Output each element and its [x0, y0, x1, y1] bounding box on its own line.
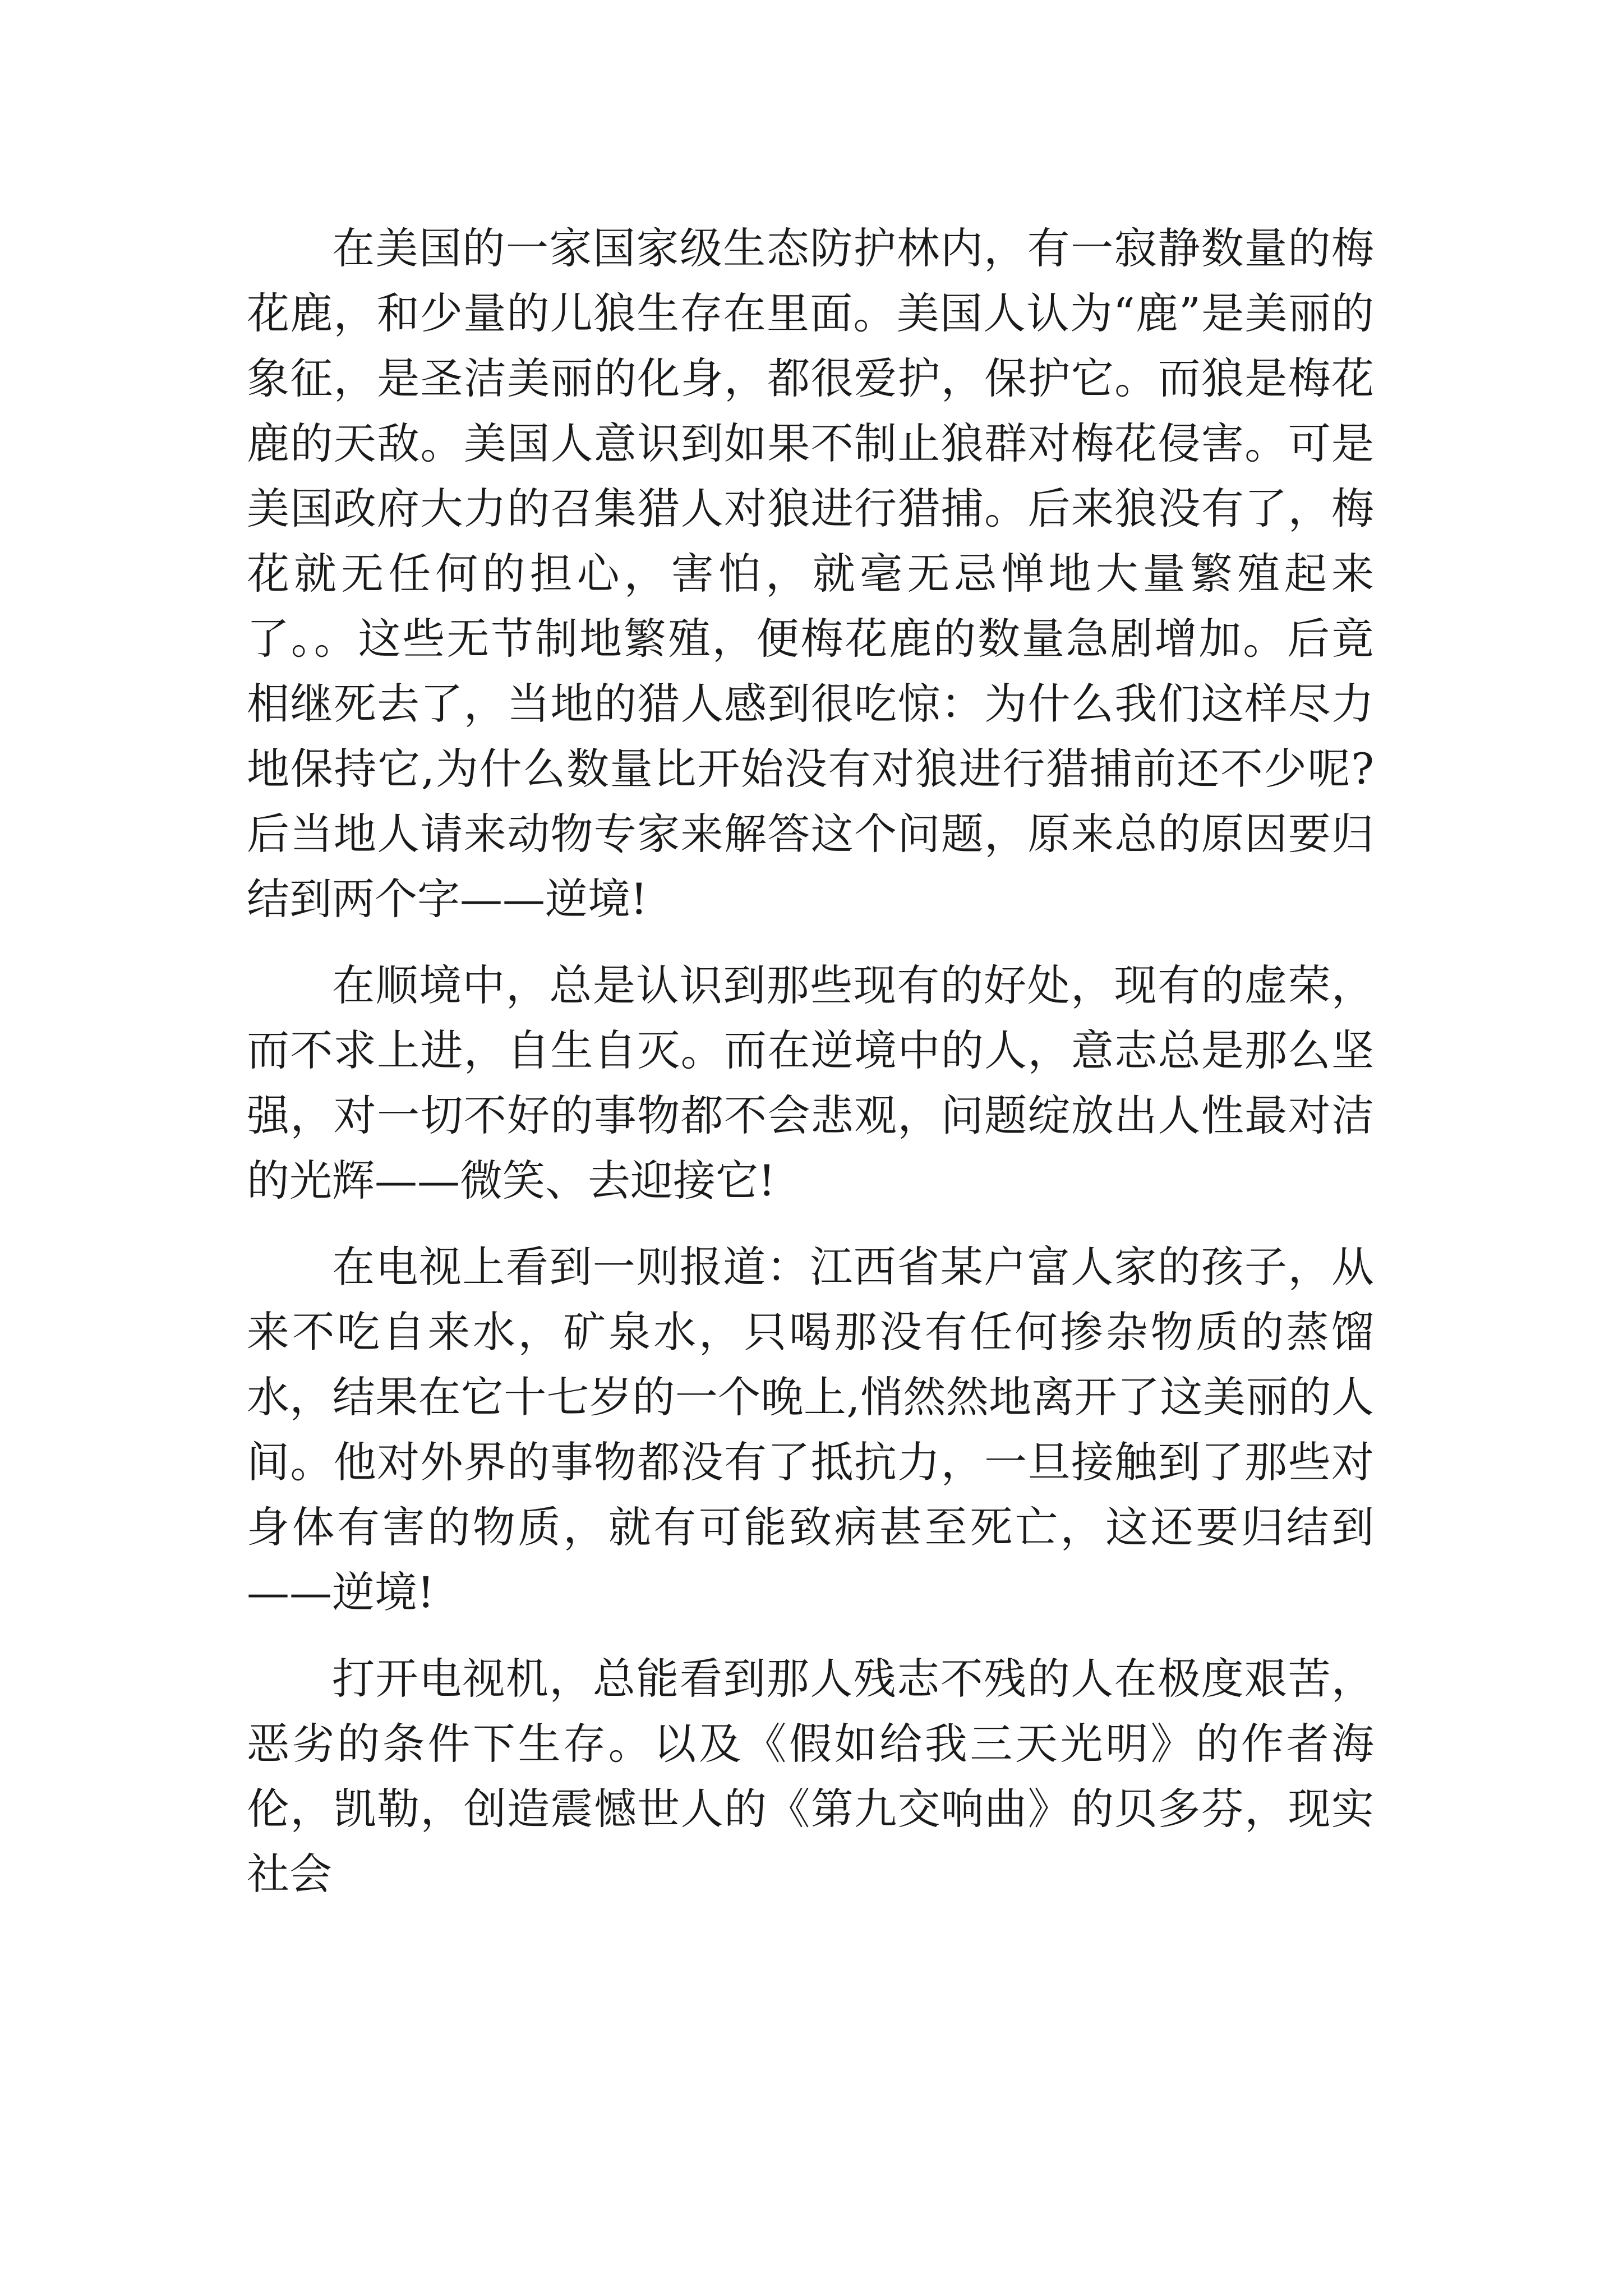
paragraph-2: 在顺境中，总是认识到那些现有的好处，现有的虚荣，而不求上进，自生自灭。而在逆境中的人，意志总是那么坚强，对一切不好的事物都不会悲观，问题绽放出人性最对洁的光辉——微笑、去迎接它! — [247, 960, 1374, 1205]
document-body — [247, 216, 1374, 1928]
paragraph-1: 在美国的一家国家级生态防护林内，有一寂静数量的梅花鹿，和少量的儿狼生存在里面。美国人认为“鹿”是美丽的象征，是圣洁美丽的化身，都很爱护，保护它。而狼是梅花鹿的天敌。美国人意识到如果不制止狼群对梅花侵害。可是美国政府大力的召集猎人对狼进行猎捕。后来狼没有了，梅花就无任何的担心，害怕，就毫无忌惮地大量繁殖起来了。。这些无节制地繁殖，便梅花鹿的数量急剧增加。后竟相继死去了，当地的猎人感到很吃惊：为什么我们这样尽力地保持它,为什么数量比开始没有对狼进行猎捕前还不少呢?后当地人请来动物专家来解答这个问题，原来总的原因要归结到两个字——逆境! — [247, 223, 1374, 924]
paragraph-4: 打开电视机，总能看到那人残志不残的人在极度艰苦，恶劣的条件下生存。以及《假如给我三天光明》的作者海伦，凯勒，创造震憾世人的《第九交响曲》的贝多芬，现实社会 — [247, 1654, 1374, 1899]
paragraph-3: 在电视上看到一则报道：江西省某户富人家的孩子，从来不吃自来水，矿泉水，只喝那没有任何掺杂物质的蒸馏水，结果在它十七岁的一个晚上,悄然然地离开了这美丽的人间。他对外界的事物都没有了抵抗力，一旦接触到了那些对身体有害的物质，就有可能致病甚至死亡，这还要归结到——逆境! — [247, 1242, 1374, 1617]
